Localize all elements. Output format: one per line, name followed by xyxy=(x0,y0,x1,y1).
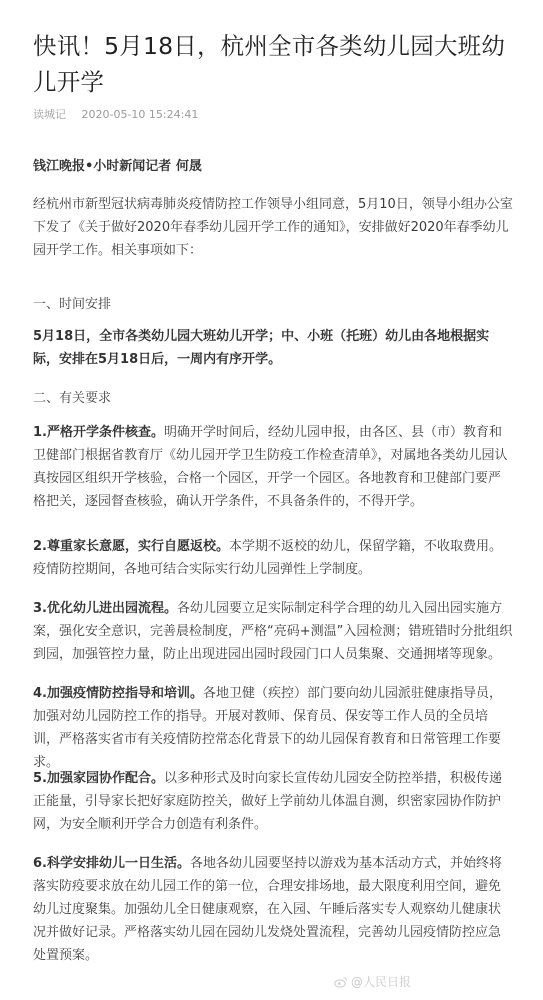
weibo-icon xyxy=(334,976,348,988)
byline: 钱江晚报•小时新闻记者 何晟 xyxy=(33,159,202,174)
watermark-text: @人民日报 xyxy=(350,975,411,989)
article-meta xyxy=(33,106,198,122)
requirement-4-body: 各地卫健（疾控）部门要向幼儿园派驻健康指导员，加强对幼儿园防控工作的指导。开展对教师、保育员、保安等工作人员的全员培训，严格落实省市有关疫情防控常态化背景下的幼儿园保育教育和日常管理工作要求。 xyxy=(33,686,502,770)
requirement-1-body: 明确开学时间后，经幼儿园申报，由各区、县（市）教育和卫健部门根据省教育厅《幼儿园开学卫生防疫工作检查清单》，对属地各类幼儿园认真按园区组织开学核验，合格一个园区，开学一个园区。各地教育和卫健部门要严格把关，逐园督查核验，确认开学条件，不具备条件的，不得开学。 xyxy=(33,425,508,509)
requirement-4 xyxy=(33,682,513,774)
section-heading-schedule: 一、时间安排 xyxy=(33,297,112,312)
section-heading-requirements: 二、有关要求 xyxy=(33,391,112,406)
intro-paragraph: 经杭州市新型冠状病毒肺炎疫情防控工作领导小组同意，5月10日，领导小组办公室下发了《关于做好2020年春季幼儿园开学工作的通知》，安排做好2020年春季幼儿园开学工作。相关事项如下： xyxy=(33,197,513,258)
requirement-3-body: 各幼儿园要立足实际制定科学合理的幼儿入园出园实施方案，强化安全意识，完善晨检制度，严格“亮码+测温”入园检测；错班错时分批组织到园，加强管控力量，防止出现进园出园时段园门口人员集聚、交通拥堵等现象。 xyxy=(33,601,513,662)
requirement-6 xyxy=(33,852,513,967)
requirement-5-body: 以多种形式及时向家长宣传幼儿园安全防控举措，积极传递正能量，引导家长把好家庭防控关，做好上学前幼儿体温自测，织密家园协作防护网，为安全顺利开学合力创造有利条件。 xyxy=(33,771,502,832)
requirement-1-heading: 1.严格开学条件核查。 xyxy=(33,425,164,440)
requirement-3-heading: 3.优化幼儿进出园流程。 xyxy=(33,601,177,616)
requirement-1 xyxy=(33,421,513,513)
requirement-2 xyxy=(33,535,513,581)
requirement-2-body: 本学期不返校的幼儿，保留学籍，不收取费用。疫情防控期间，各地可结合实际实行幼儿园弹性上学制度。 xyxy=(33,539,502,577)
watermark xyxy=(334,973,411,990)
schedule-paragraph: 5月18日，全市各类幼儿园大班幼儿开学；中、小班（托班）幼儿由各地根据实际，安排在5月18日后，一周内有序开学。 xyxy=(33,329,490,367)
requirement-5-heading: 5.加强家园协作配合。 xyxy=(33,771,164,786)
author-name[interactable]: 读城记 xyxy=(33,108,66,121)
publish-datetime: 2020-05-10 15:24:41 xyxy=(81,108,199,121)
requirement-6-body: 各地各幼儿园要坚持以游戏为基本活动方式，并始终将落实防疫要求放在幼儿园工作的第一位，合理安排场地，最大限度利用空间，避免幼儿过度聚集。加强幼儿全日健康观察，在入园、午睡后落实专人观察幼儿健康状况并做好记录。严格落实幼儿园在园幼儿发烧处置流程，完善幼儿园疫情防控应急处置预案。 xyxy=(33,856,502,963)
article-title: 快讯！5月18日，杭州全市各类幼儿园大班幼儿开学 xyxy=(33,32,506,96)
requirement-5 xyxy=(33,767,513,836)
requirement-2-heading: 2.尊重家长意愿，实行自愿返校。 xyxy=(33,539,229,554)
requirement-4-heading: 4.加强疫情防控指导和培训。 xyxy=(33,686,203,701)
requirement-3 xyxy=(33,597,513,666)
requirement-6-heading: 6.科学安排幼儿一日生活。 xyxy=(33,856,190,871)
